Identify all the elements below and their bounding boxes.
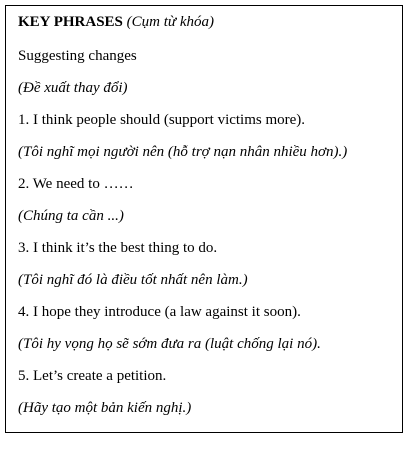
key-phrases-box	[5, 5, 403, 433]
phrase-2-translation: (Chúng ta cần ...)	[18, 208, 124, 224]
title-translation: (Cụm từ khóa)	[126, 14, 214, 30]
phrase-3-translation: (Tôi nghĩ đó là điều tốt nhất nên làm.)	[18, 272, 248, 288]
phrase-1: 1. I think people should (support victims more).	[18, 112, 306, 128]
section-heading-translation: (Đề xuất thay đổi)	[18, 80, 128, 96]
phrase-5: 5. Let’s create a petition.	[18, 368, 167, 384]
phrase-4-translation: (Tôi hy vọng họ sẽ sớm đưa ra (luật chống lại nó).	[18, 336, 321, 352]
phrase-1-translation: (Tôi nghĩ mọi người nên (hỗ trợ nạn nhân nhiều hơn).)	[18, 144, 348, 160]
phrase-4: 4. I hope they introduce (a law against it soon).	[18, 304, 301, 320]
section-heading: Suggesting changes	[18, 48, 137, 64]
phrase-2: 2. We need to ……	[18, 176, 134, 192]
title-bold: KEY PHRASES	[18, 14, 123, 30]
phrase-3: 3. I think it’s the best thing to do.	[18, 240, 218, 256]
title-line	[18, 13, 214, 31]
phrase-5-translation: (Hãy tạo một bản kiến nghị.)	[18, 400, 192, 416]
